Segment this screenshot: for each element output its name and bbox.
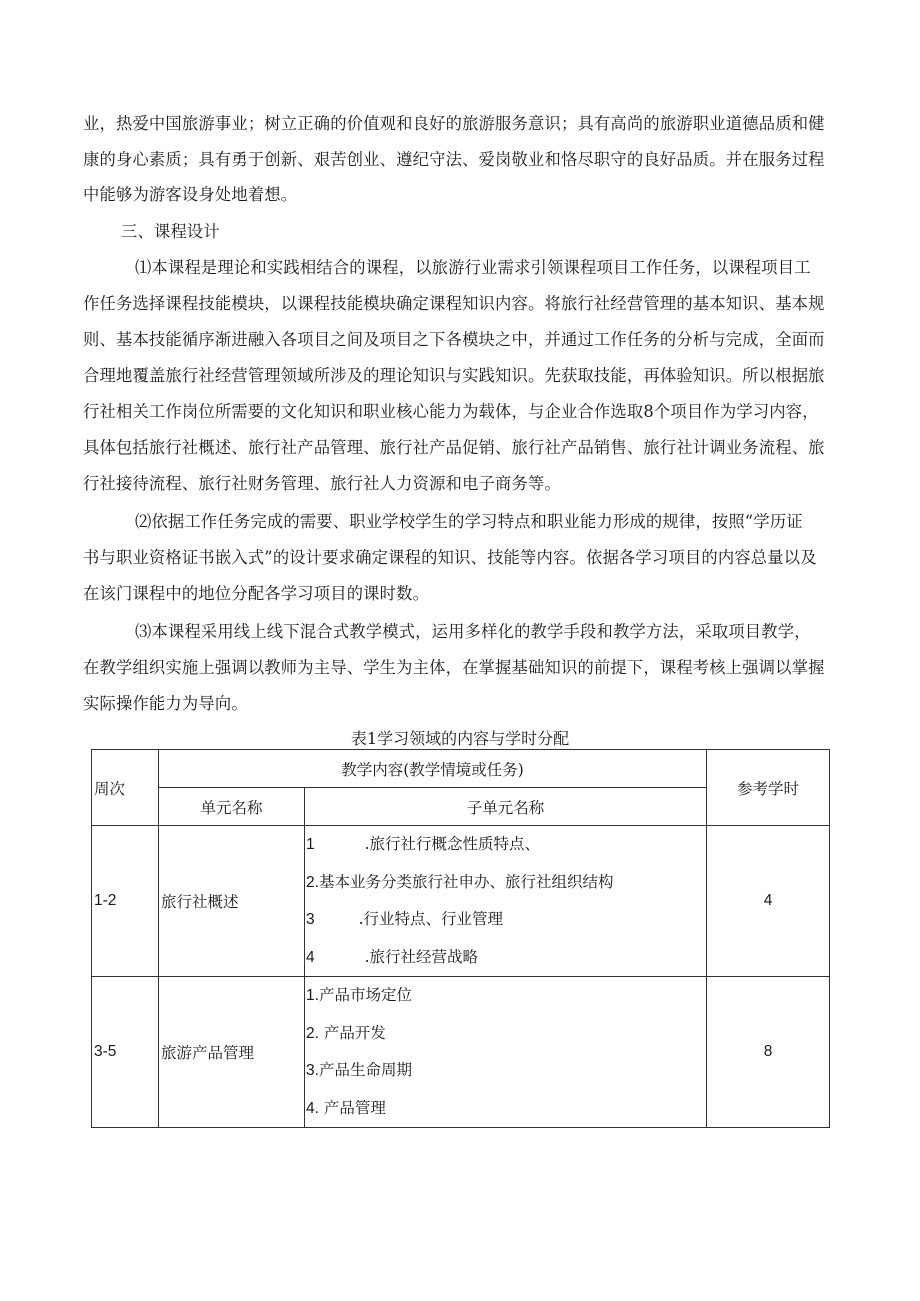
row-subunits xyxy=(305,826,707,977)
paragraph-line: ⑵依据工作任务完成的需要、职业学校学生的学习特点和职业能力形成的规律，按照“学历证 xyxy=(135,512,803,531)
row-week: 3-5 xyxy=(92,977,159,1128)
subunit-item: 1 .旅行社行概念性质特点、 xyxy=(306,835,541,853)
row-hours: 4 xyxy=(707,826,830,977)
subunit-item: 2.基本业务分类旅行社申办、旅行社组织结构 xyxy=(306,872,614,891)
table-row xyxy=(92,826,830,977)
header-content: 教学内容(教学情境或任务) xyxy=(159,750,707,788)
paragraph-line: 书与职业资格证书嵌入式”的设计要求确定课程的知识、技能等内容。依据各学习项目的内容总量以及 xyxy=(83,548,817,567)
paragraph-line: 中能够为游客设身处地着想。 xyxy=(83,185,298,204)
table-row xyxy=(92,977,830,1128)
paragraph-line: ⑶本课程采用线上线下混合式教学模式，运用多样化的教学手段和教学方法，采取项目教学， xyxy=(135,622,811,641)
row-subunits xyxy=(305,977,707,1128)
subunit-item: 2. 产品开发 xyxy=(306,1023,386,1042)
row-unit: 旅游产品管理 xyxy=(159,977,305,1128)
subunit-item: 1.产品市场定位 xyxy=(306,986,412,1004)
row-week: 1-2 xyxy=(92,826,159,977)
header-unit: 单元名称 xyxy=(159,788,305,826)
paragraph-line: 行社相关工作岗位所需要的文化知识和职业核心能力为载体，与企业合作选取8个项目作为学习内容， xyxy=(83,402,819,421)
row-unit: 旅行社概述 xyxy=(159,826,305,977)
paragraph-line: 实际操作能力为导向。 xyxy=(83,694,248,713)
subunit-item: 4 .旅行社经营战略 xyxy=(306,947,479,966)
paragraph-line: 业，热爱中国旅游事业；树立正确的价值观和良好的旅游服务意识；具有高尚的旅游职业道德品质和健 xyxy=(83,114,825,133)
paragraph-line: 在该门课程中的地位分配各学习项目的课时数。 xyxy=(83,584,430,603)
paragraph-line: 合理地覆盖旅行社经营管理领域所涉及的理论知识与实践知识。先获取技能，再体验知识。所以根据旅 xyxy=(83,366,825,385)
header-subunit: 子单元名称 xyxy=(305,788,707,826)
subunit-item: 3.产品生命周期 xyxy=(306,1061,412,1079)
paragraph-line: 作任务选择课程技能模块，以课程技能模块确定课程知识内容。将旅行社经营管理的基本知识、基本规 xyxy=(83,294,825,313)
paragraph-line: 在教学组织实施上强调以教师为主导、学生为主体，在掌握基础知识的前提下，课程考核上强调以掌握 xyxy=(83,658,825,677)
content-hours-table xyxy=(91,749,830,1128)
paragraph-line: ⑴本课程是理论和实践相结合的课程，以旅游行业需求引领课程项目工作任务，以课程项目工 xyxy=(135,258,811,277)
paragraph-line: 行社接待流程、旅行社财务管理、旅行社人力资源和电子商务等。 xyxy=(83,474,561,493)
row-hours: 8 xyxy=(707,977,830,1128)
subunit-item: 4. 产品管理 xyxy=(306,1098,386,1117)
paragraph-line: 具体包括旅行社概述、旅行社产品管理、旅行社产品促销、旅行社产品销售、旅行社计调业务流程、旅 xyxy=(83,438,825,457)
paragraph-line: 康的身心素质；具有勇于创新、艰苦创业、遵纪守法、爱岗敬业和恪尽职守的良好品质。并在服务过程 xyxy=(83,150,825,169)
header-hours: 参考学时 xyxy=(707,750,830,826)
header-week: 周次 xyxy=(92,750,159,826)
paragraph-line: 则、基本技能循序渐进融入各项目之间及项目之下各模块之中，并通过工作任务的分析与完成，全面而 xyxy=(83,330,825,349)
section-heading: 三、课程设计 xyxy=(121,222,220,241)
subunit-item: 3 .行业特点、行业管理 xyxy=(306,910,504,928)
table-caption: 表1学习领域的内容与学时分配 xyxy=(350,729,570,748)
